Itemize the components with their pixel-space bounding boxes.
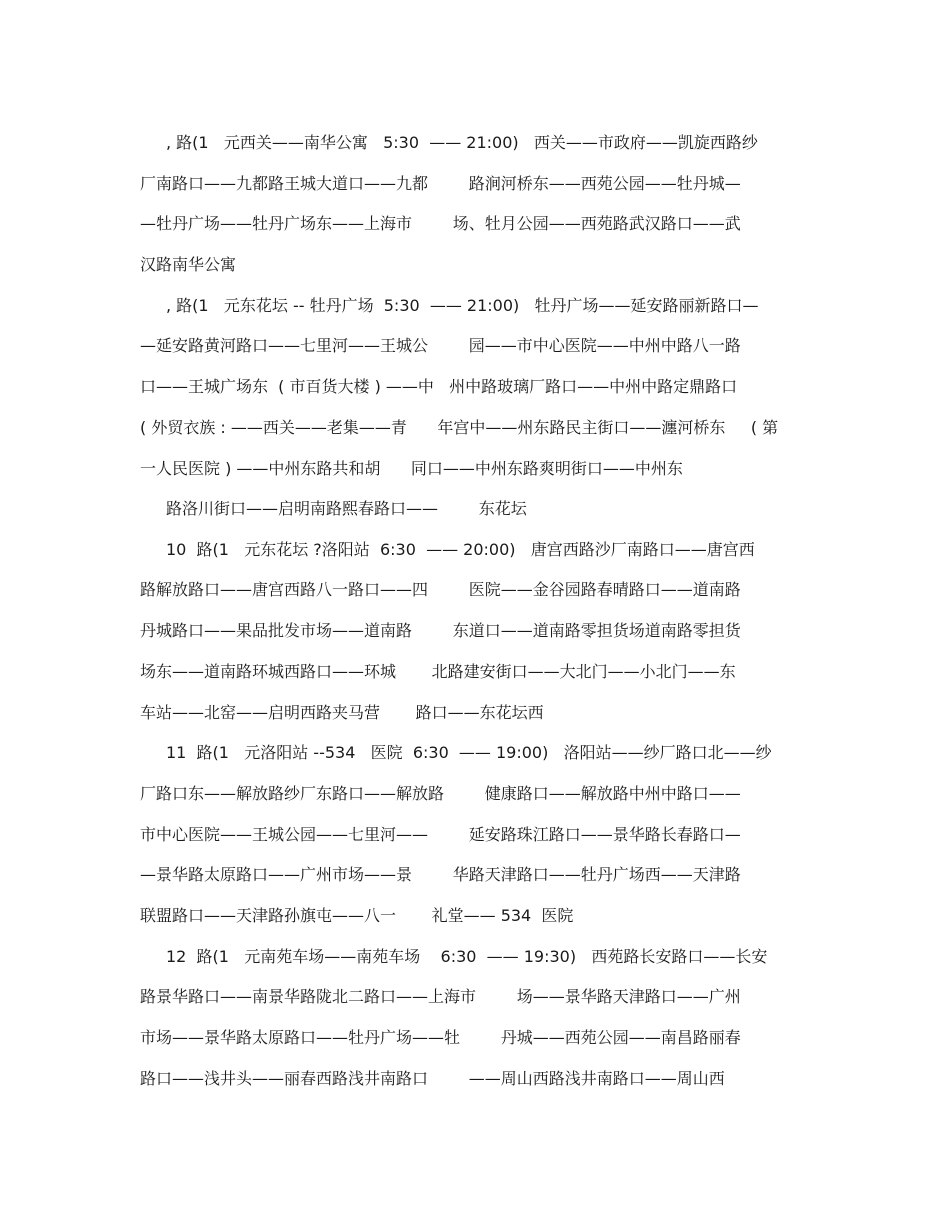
- text-line: 口——王城广场东 ( 市百货大楼 ) ——中 州中路玻璃厂路口——中州中路定鼎路口: [140, 377, 738, 396]
- text-line: 联盟路口——天津路孙旗屯——八一 礼堂—— 534 医院: [140, 906, 574, 925]
- text-line: 12 路(1 元南苑车场——南苑车场 6:30 —— 19:30) 西苑路长安路口——长安: [166, 947, 768, 966]
- text-line: , 路(1 元西关——南华公寓 5:30 —— 21:00) 西关——市政府——凯旋西路纱: [166, 133, 758, 152]
- text-line: —景华路太原路口——广州市场——景 华路天津路口——牡丹广场西——天津路: [140, 865, 741, 884]
- text-line: 10 路(1 元东花坛 ?洛阳站 6:30 —— 20:00) 唐宫西路沙厂南路口——唐宫西: [166, 540, 755, 559]
- text-line: 厂南路口——九都路王城大道口——九都 路涧河桥东——西苑公园——牡丹城—: [140, 174, 741, 193]
- text-line: 一人民医院 ) ——中州东路共和胡 同口——中州东路爽明街口——中州东: [140, 459, 683, 478]
- text-line: 路解放路口——唐宫西路八一路口——四 医院——金谷园路春晴路口——道南路: [140, 580, 741, 599]
- text-line: 车站——北窑——启明西路夹马营 路口——东花坛西: [140, 703, 544, 722]
- text-line: 路景华路口——南景华路陇北二路口——上海市 场——景华路天津路口——广州: [140, 987, 741, 1006]
- text-line: 汉路南华公寓: [140, 255, 237, 274]
- text-line: ( 外贸衣族 : ——西关——老集——青 年宫中——州东路民主街口——瀍河桥东 ( 第: [140, 418, 779, 437]
- text-line: 路口——浅井头——丽春西路浅井南路口 ——周山西路浅井南路口——周山西: [140, 1069, 725, 1088]
- text-line: 厂路口东——解放路纱厂东路口——解放路 健康路口——解放路中州中路口——: [140, 784, 741, 803]
- text-line: —牡丹广场——牡丹广场东——上海市 场、牡月公园——西苑路武汉路口——武: [140, 214, 741, 233]
- text-line: 场东——道南路环城西路口——环城 北路建安街口——大北门——小北门——东: [140, 662, 736, 681]
- text-line: 丹城路口——果品批发市场——道南路 东道口——道南路零担货场道南路零担货: [140, 621, 741, 640]
- text-line: —延安路黄河路口——七里河——王城公 园——市中心医院——中州中路八一路: [140, 336, 741, 355]
- text-line: 11 路(1 元洛阳站 --534 医院 6:30 —— 19:00) 洛阳站——纱厂路口北——纱: [166, 743, 772, 762]
- text-line: 路洛川街口——启明南路熙春路口—— 东花坛: [166, 499, 527, 518]
- text-line: 市中心医院——王城公园——七里河—— 延安路珠江路口——景华路长春路口—: [140, 825, 741, 844]
- text-line: 市场——景华路太原路口——牡丹广场——牡 丹城——西苑公园——南昌路丽春: [140, 1028, 741, 1047]
- text-line: , 路(1 元东花坛 -- 牡丹广场 5:30 —— 21:00) 牡丹广场——延安路丽新路口—: [166, 296, 759, 315]
